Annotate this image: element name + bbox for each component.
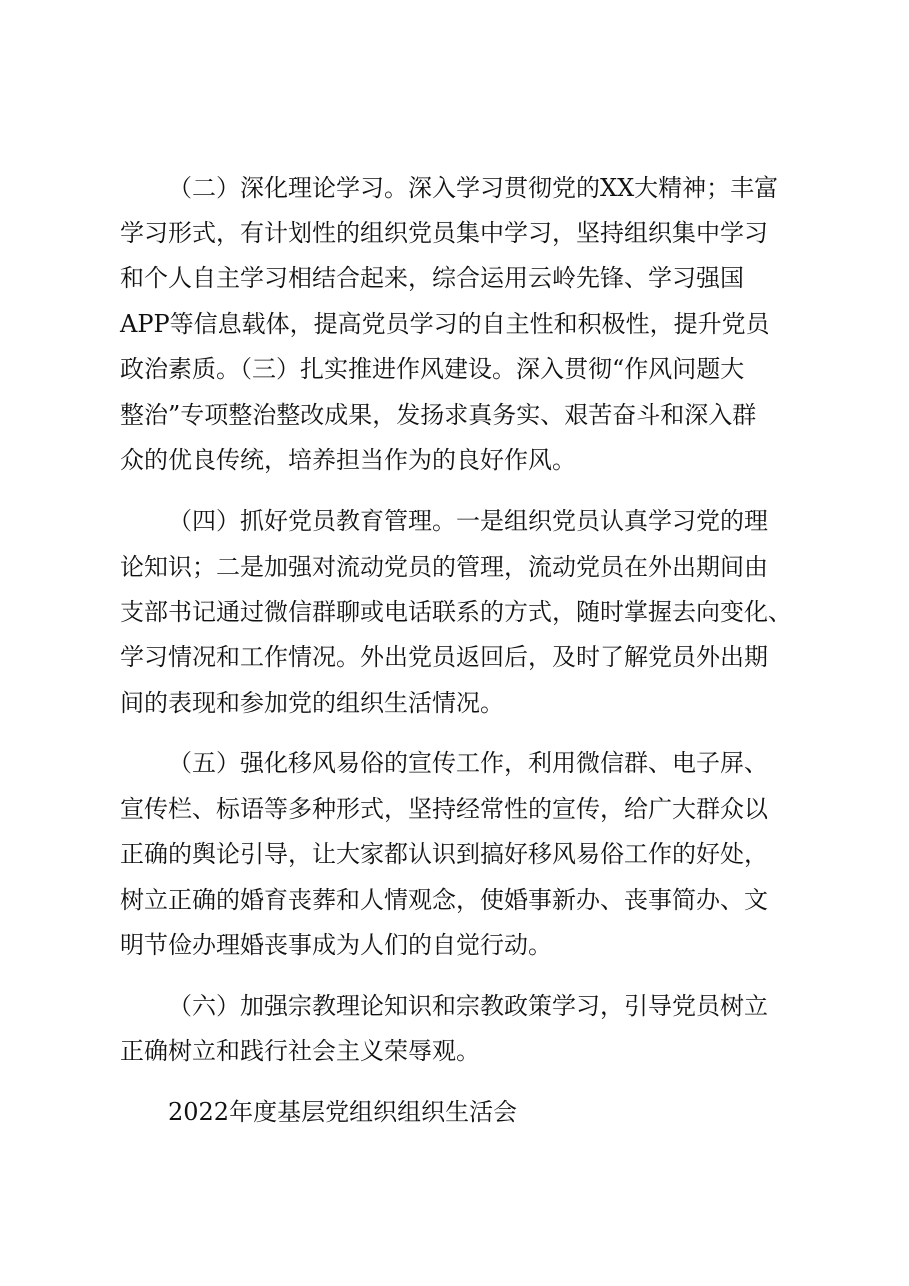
paragraph-6-line-1: （六）加强宗教理论知识和宗教政策学习，引导党员树立: [168, 992, 768, 1020]
paragraph-2-line-5: 政治素质。（三）扎实推进作风建设。深入贯彻“作风问题大: [120, 355, 745, 383]
paragraph-2-line-7: 众的优良传统，培养担当作为的良好作风。: [120, 446, 576, 474]
paragraph-6-line-2: 正确树立和践行社会主义荣辱观。: [120, 1037, 480, 1065]
paragraph-5-line-4: 树立正确的婚育丧葬和人情观念，使婚事新办、丧事简办、文: [120, 886, 768, 914]
paragraph-2-line-2: 学习形式，有计划性的组织党员集中学习，坚持组织集中学习: [120, 219, 768, 247]
paragraph-5-line-5: 明节俭办理婚丧事成为人们的自觉行动。: [120, 931, 552, 959]
paragraph-4-line-1: （四）抓好党员教育管理。一是组织党员认真学习党的理: [168, 507, 768, 535]
paragraph-5-line-3: 正确的舆论引导，让大家都认识到搞好移风易俗工作的好处，: [120, 840, 768, 868]
paragraph-4-line-3: 支部书记通过微信群聊或电话联系的方式，随时掌握去向变化、: [120, 598, 792, 626]
paragraph-2-line-4: APP等信息载体，提高党员学习的自主性和积极性，提升党员: [120, 310, 770, 338]
paragraph-4-line-2: 论知识；二是加强对流动党员的管理，流动党员在外出期间由: [120, 553, 768, 581]
paragraph-2-line-6: 整治”专项整治整改成果，发扬求真务实、艰苦奋斗和深入群: [120, 401, 757, 429]
paragraph-2-line-1: （二）深化理论学习。深入学习贯彻党的XX大精神；丰富: [168, 174, 779, 202]
paragraph-2-line-3: 和个人自主学习相结合起来，综合运用云岭先锋、学习强国: [120, 264, 744, 292]
document-footer-title: 2022年度基层党组织组织生活会: [168, 1098, 518, 1126]
paragraph-4-line-4: 学习情况和工作情况。外出党员返回后，及时了解党员外出期: [120, 643, 768, 671]
paragraph-4-line-5: 间的表现和参加党的组织生活情况。: [120, 689, 504, 717]
paragraph-5-line-1: （五）强化移风易俗的宣传工作，利用微信群、电子屏、: [168, 749, 768, 777]
paragraph-5-line-2: 宣传栏、标语等多种形式，坚持经常性的宣传，给广大群众以: [120, 795, 768, 823]
